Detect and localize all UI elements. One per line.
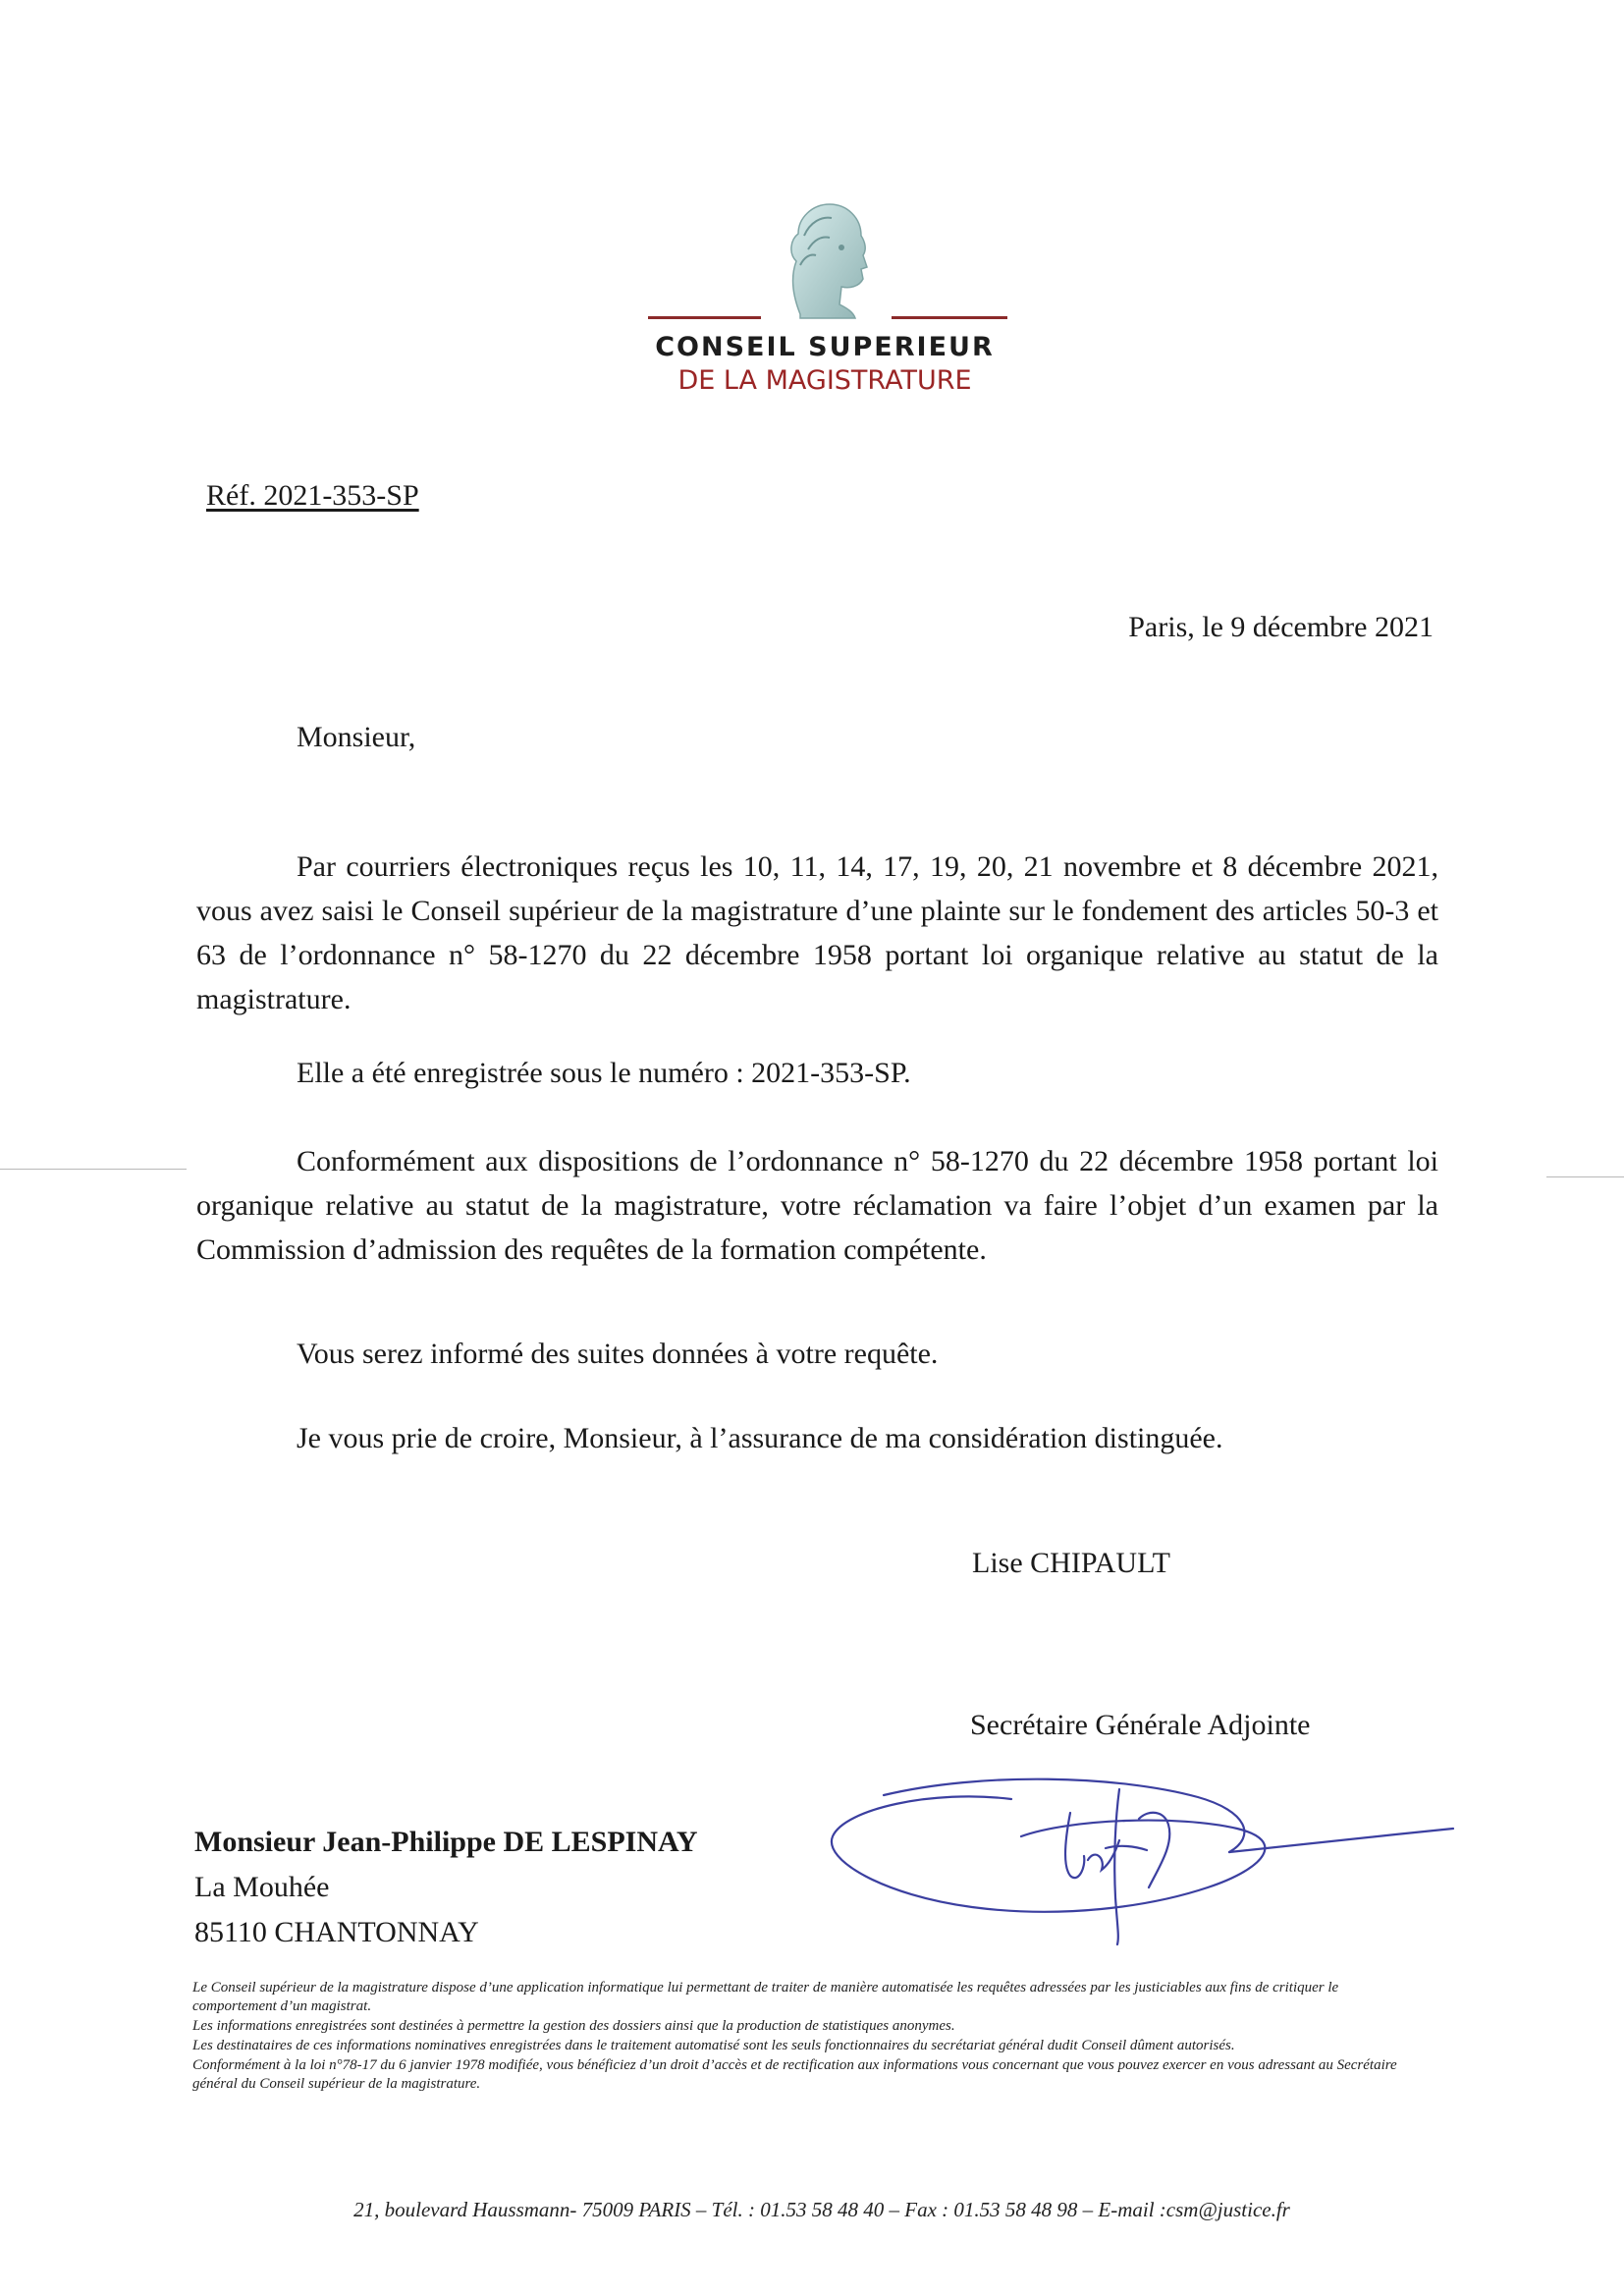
letterhead	[628, 196, 1021, 408]
closing-formula: Je vous prie de croire, Monsieur, à l’assurance de ma considération distinguée.	[297, 1422, 1223, 1454]
legal-notice-line: Le Conseil supérieur de la magistrature dispose d’une application informatique lui permettant de traiter de manière automatisée les requêtes adressées par les justiciables aux fins de critiquer le comportement d’un magistrat.	[192, 1980, 1339, 2014]
recipient-name: Monsieur Jean-Philippe DE LESPINAY	[194, 1826, 698, 1858]
body-paragraph-1: Par courriers électroniques reçus les 10, 11, 14, 17, 19, 20, 21 novembre et 8 décembre 2021, vous avez saisi le Conseil supérieur de la magistrature d’une plainte sur le fondement des articles 50-3 et 63 de l’ordonnance n° 58-1270 du 22 décembre 1958 portant loi organique relative au statut de la magistrature.	[196, 850, 1438, 1015]
handwritten-signature	[825, 1750, 1463, 1946]
footer-contact: 21, boulevard Haussmann- 75009 PARIS – Tél. : 01.53 58 48 40 – Fax : 01.53 58 48 98 – E-mail :csm@justice.fr	[353, 2198, 1290, 2221]
body-paragraph-2: Elle a été enregistrée sous le numéro : 2021-353-SP.	[297, 1057, 911, 1089]
organisation-name: CONSEIL SUPERIEUR	[655, 332, 995, 362]
recipient-postcode-city: 85110 CHANTONNAY	[194, 1916, 479, 1948]
letterhead-rule-left	[648, 316, 761, 319]
letterhead-rule-right	[892, 316, 1007, 319]
salutation: Monsieur,	[297, 721, 416, 753]
scan-fold-line-right	[1546, 1176, 1624, 1177]
recipient-address	[194, 1820, 698, 1955]
body-paragraph-3: Conformément aux dispositions de l’ordonnance n° 58-1270 du 22 décembre 1958 portant loi organique relative au statut de la magistrature, votre réclamation va faire l’objet d’un examen par la Commission d’admission des requêtes de la formation compétente.	[196, 1145, 1438, 1266]
legal-notice-line: Les informations enregistrées sont destinées à permettre la gestion des dossiers ainsi que la production de statistiques anonymes.	[192, 2018, 955, 2034]
reference-number: Réf. 2021-353-SP	[206, 479, 419, 512]
scan-fold-line-left	[0, 1169, 187, 1170]
recipient-locality: La Mouhée	[194, 1871, 330, 1903]
legal-notice-line: Conformément à la loi n°78-17 du 6 janvier 1978 modifiée, vous bénéficiez d’un droit d’accès et de rectification aux informations vous concernant que vous pouvez exercer en vous adressant au Secrétaire général du Conseil supérieur de la magistrature.	[192, 2057, 1397, 2092]
signatory-name: Lise CHIPAULT	[972, 1547, 1170, 1579]
organisation-name-line2: DE LA MAGISTRATURE	[677, 365, 972, 396]
letter-date: Paris, le 9 décembre 2021	[1128, 611, 1434, 643]
body-paragraph-4: Vous serez informé des suites données à votre requête.	[297, 1338, 939, 1370]
signatory-title: Secrétaire Générale Adjointe	[970, 1709, 1311, 1741]
marianne-bust-icon	[771, 196, 879, 329]
legal-notice	[192, 1979, 1415, 2095]
legal-notice-line: Les destinataires de ces informations nominatives enregistrées dans le traitement automatisé sont les seuls fonctionnaires du secrétariat général dudit Conseil dûment autorisés.	[192, 2038, 1235, 2053]
